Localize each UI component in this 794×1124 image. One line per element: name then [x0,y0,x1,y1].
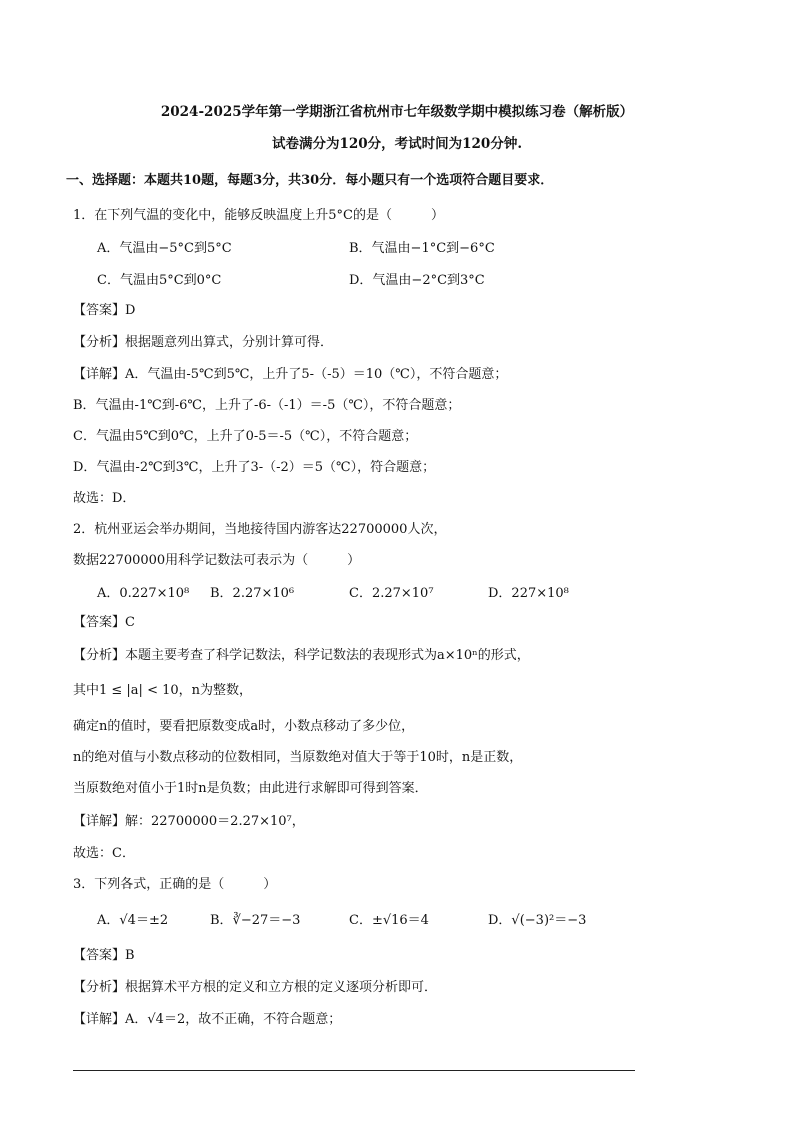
question-2-analysis-5: 当原数绝对值小于1时n是负数；由此进行求解即可得到答案． [73,781,428,796]
question-2-answer: 【答案】C [73,615,135,630]
question-1-option-c: C．气温由5°C到0°C [97,273,222,288]
question-3-option-a: A．√4＝±2 [97,913,169,928]
question-1-detail-c: C．气温由5℃到0℃，上升了0-5＝-5（℃），不符合题意； [73,429,418,444]
question-1-detail-b: B．气温由-1℃到-6℃，上升了-6-（-1）＝-5（℃），不符合题意； [73,398,461,413]
question-1-detail-d: D．气温由-2℃到3℃，上升了3-（-2）＝5（℃），符合题意； [73,460,436,475]
question-2-choice: 故选：C． [73,846,135,861]
question-3-option-c: C．±√16＝4 [349,913,429,928]
footer-divider [73,1070,635,1071]
question-1-stem: 1．在下列气温的变化中，能够反映温度上升5°C的是（ ） [73,208,444,223]
question-3-stem: 3．下列各式，正确的是（ ） [73,877,277,892]
question-1-analysis: 【分析】根据题意列出算式，分别计算可得． [73,335,334,350]
question-1-answer: 【答案】D [73,303,136,318]
question-2-option-b: B．2.27×10⁶ [210,586,295,601]
question-2-stem-line1: 2．杭州亚运会举办期间，当地接待国内游客达22700000人次， [73,522,447,537]
question-1-detail-a: 【详解】A．气温由-5℃到5℃，上升了5-（-5）＝10（℃），不符合题意； [73,367,508,382]
page-title: 2024-2025学年第一学期浙江省杭州市七年级数学期中模拟练习卷（解析版） [160,104,634,120]
question-2-option-d: D．227×10⁸ [488,586,569,601]
question-2-analysis-3: 确定n的值时，要看把原数变成a时，小数点移动了多少位， [73,719,415,734]
question-2-analysis-1: 【分析】本题主要考查了科学记数法，科学记数法的表现形式为a×10ⁿ的形式， [73,648,530,663]
exam-info: 试卷满分为120分，考试时间为120分钟. [271,136,523,152]
question-1-option-a: A．气温由−5°C到5°C [97,241,232,256]
question-3-option-b: B．∛−27＝−3 [210,913,301,928]
question-2-analysis-4: n的绝对值与小数点移动的位数相同，当原数绝对值大于等于10时，n是正数， [73,750,523,765]
question-1-option-d: D．气温由−2°C到3°C [349,273,485,288]
question-1-choice: 故选：D． [73,491,136,506]
question-1-option-b: B．气温由−1°C到−6°C [349,241,495,256]
question-3-answer: 【答案】B [73,948,135,963]
question-2-detail: 【详解】解：22700000＝2.27×10⁷， [73,814,305,829]
section-heading: 一、选择题：本题共10题，每题3分，共30分．每小题只有一个选项符合题目要求． [66,173,554,188]
question-2-stem-line2: 数据22700000用科学记数法可表示为（ ） [73,553,361,568]
question-2-analysis-2: 其中1 ≤ |a| < 10，n为整数， [73,683,253,698]
question-2-option-a: A．0.227×10⁸ [97,586,190,601]
question-3-detail: 【详解】A．√4＝2，故不正确，不符合题意； [73,1012,342,1027]
question-2-option-c: C．2.27×10⁷ [349,586,434,601]
question-3-analysis: 【分析】根据算术平方根的定义和立方根的定义逐项分析即可． [73,980,438,995]
question-3-option-d: D．√(−3)²＝−3 [488,913,587,928]
